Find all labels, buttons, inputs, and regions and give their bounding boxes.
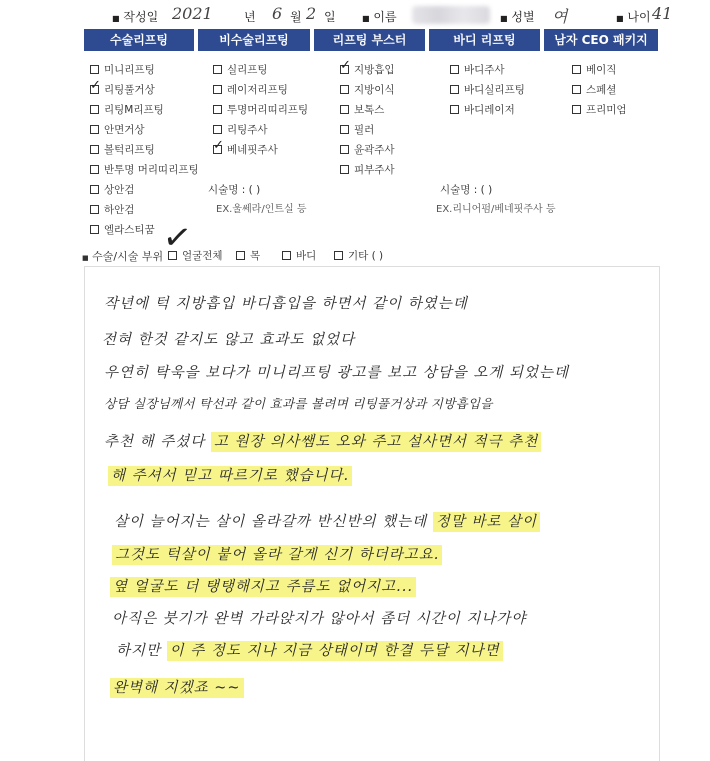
day-unit: 일 — [324, 10, 336, 24]
option-headband-lifting[interactable]: 반투명 머리띠리프팅 — [90, 162, 199, 177]
checkbox[interactable] — [450, 65, 459, 74]
option-body-injection[interactable]: 바디주사 — [450, 62, 505, 77]
checkbox[interactable] — [572, 105, 581, 114]
site-body[interactable]: 바디 — [282, 248, 316, 263]
option-laser-lifting[interactable]: 레이저리프팅 — [213, 82, 288, 97]
gender-value: 여 — [552, 7, 568, 26]
checkbox[interactable] — [90, 125, 99, 134]
checkbox[interactable] — [90, 165, 99, 174]
option-fat-graft[interactable]: 지방이식 — [340, 82, 395, 97]
age-value: 41 — [652, 4, 673, 23]
checkbox[interactable] — [213, 125, 222, 134]
option-special[interactable]: 스페셜 — [572, 82, 616, 97]
option-cheek-chin-lifting[interactable]: 볼턱리프팅 — [90, 142, 155, 157]
checkbox[interactable] — [213, 65, 222, 74]
gender-label: 성별 — [511, 10, 535, 24]
checkbox[interactable] — [90, 105, 99, 114]
review-line — [110, 676, 244, 697]
tab-body-lifting[interactable]: 바디 리프팅 — [429, 29, 540, 51]
checkbox[interactable] — [334, 251, 343, 260]
checkbox[interactable] — [450, 105, 459, 114]
option-skin-injection[interactable]: 피부주사 — [340, 162, 395, 177]
tab-lifting-booster[interactable]: 리프팅 부스터 — [314, 29, 425, 51]
option-mini-lifting[interactable]: 미니리프팅 — [90, 62, 155, 77]
age-label: 나이 — [627, 10, 651, 24]
year-value: 2021 — [172, 4, 213, 23]
site-label: 수술/시술 부위 — [92, 250, 164, 263]
checkbox[interactable] — [450, 85, 459, 94]
option-lower-eyelid[interactable]: 하안검 — [90, 202, 134, 217]
checkbox-checked[interactable] — [90, 85, 99, 94]
option-thread-lifting[interactable]: 실리프팅 — [213, 62, 268, 77]
checkbox[interactable] — [90, 225, 99, 234]
review-line: 살이 늘어지는 살이 올라갈까 반신반의 했는데 정말 바로 살이 — [114, 510, 540, 531]
highlighted-text: 옆 얼굴도 더 탱탱해지고 주름도 없어지고... — [110, 577, 416, 597]
year-unit: 년 — [244, 10, 256, 24]
review-line — [110, 575, 416, 596]
month-value: 6 — [272, 4, 283, 23]
day-value: 2 — [306, 4, 317, 23]
site-face[interactable]: 얼굴전체 — [168, 248, 223, 263]
highlighted-text: 그것도 턱살이 붙어 올라 갈게 신기 하더라고요. — [112, 545, 442, 565]
checkbox[interactable] — [572, 85, 581, 94]
redacted-name — [412, 6, 490, 24]
checkbox[interactable] — [340, 165, 349, 174]
checkbox-checked[interactable] — [213, 145, 222, 154]
checkbox[interactable] — [213, 105, 222, 114]
checkbox[interactable] — [340, 105, 349, 114]
review-line — [112, 543, 442, 564]
checkbox[interactable] — [90, 185, 99, 194]
month-unit: 월 — [290, 10, 302, 24]
tab-non-surgical-lifting[interactable]: 비수술리프팅 — [198, 29, 310, 51]
option-full-facelift[interactable]: ✓리팅풀거상 — [90, 82, 155, 97]
review-line: 상담 실장님께서 탁선과 같이 효과를 볼려며 리팅풀거상과 지방흡입을 — [104, 396, 493, 411]
highlighted-text: 고 원장 의사쌤도 오와 주고 설사면서 적극 추천 — [211, 432, 541, 452]
example-left: EX.울쎄라/인트실 등 — [216, 204, 307, 215]
review-line: 우연히 탁욱을 보다가 미니리프팅 광고를 보고 상담을 오게 되었는데 — [104, 365, 570, 381]
checkbox[interactable] — [90, 205, 99, 214]
highlighted-text: 정말 바로 살이 — [433, 512, 540, 532]
tab-ceo-package[interactable]: 남자 CEO 패키지 — [544, 29, 658, 51]
checkbox[interactable] — [90, 145, 99, 154]
option-filler[interactable]: 필러 — [340, 122, 374, 137]
example-right: EX.리니어펌/베네핏주사 등 — [436, 204, 556, 215]
site-label-group: ■ 수술/시술 부위 — [82, 250, 164, 263]
option-basic[interactable]: 베이직 — [572, 62, 616, 77]
highlighted-text: 완벽해 지겠죠 ~~ — [110, 678, 244, 698]
option-facelift[interactable]: 안면거상 — [90, 122, 145, 137]
checkbox[interactable] — [340, 145, 349, 154]
option-lifting-injection[interactable]: 리팅주사 — [213, 122, 268, 137]
name-label: 이름 — [373, 10, 397, 24]
date-label: 작성일 — [123, 10, 159, 24]
review-line: 하지만 이 주 정도 지나 지금 상태이며 한결 두달 지나면 — [116, 639, 503, 660]
checkbox[interactable] — [572, 65, 581, 74]
checkbox[interactable] — [340, 85, 349, 94]
handwritten-check-icon: ✓ — [160, 216, 195, 260]
review-line: 작년에 턱 지방흡입 바디흡입을 하면서 같이 하였는데 — [104, 296, 468, 312]
checkbox[interactable] — [213, 85, 222, 94]
option-body-laser[interactable]: 바디레이저 — [450, 102, 515, 117]
category-tabs — [84, 29, 658, 51]
option-liposuction[interactable]: ✓지방흡입 — [340, 62, 395, 77]
option-elasti[interactable]: 엘라스티꿈 — [90, 222, 155, 237]
option-body-thread[interactable]: 바디실리프팅 — [450, 82, 525, 97]
option-upper-eyelid[interactable]: 상안검 — [90, 182, 134, 197]
review-line: 아직은 붓기가 완벽 가라앉지가 않아서 좀더 시간이 지나가야 — [112, 611, 527, 627]
procedure-name-right[interactable]: 시술명 : ( ) — [440, 184, 493, 196]
highlighted-text: 이 주 정도 지나 지금 상태이며 한결 두달 지나면 — [167, 641, 503, 661]
date-label-group: ■ 작성일 — [112, 10, 159, 24]
option-clear-headband[interactable]: 투명머리띠리프팅 — [213, 102, 308, 117]
checkbox[interactable] — [340, 125, 349, 134]
option-botox[interactable]: 보톡스 — [340, 102, 384, 117]
option-premium[interactable]: 프리미엄 — [572, 102, 627, 117]
review-line — [108, 464, 352, 485]
checkbox[interactable] — [236, 251, 245, 260]
form-header: ■ 작성일 2021 년 6 월 2 일 ■ 이름 ■ 성별 여 ■ 나이 41 — [112, 4, 673, 26]
site-neck[interactable]: 목 — [236, 248, 260, 263]
checkbox-checked[interactable] — [340, 65, 349, 74]
option-contour-injection[interactable]: 윤곽주사 — [340, 142, 395, 157]
checkbox[interactable] — [90, 65, 99, 74]
tab-surgical-lifting[interactable]: 수술리프팅 — [84, 29, 194, 51]
review-line: 추천 해 주셨다 고 원장 의사쌤도 오와 주고 설사면서 적극 추천 — [104, 430, 541, 451]
checkbox[interactable] — [282, 251, 291, 260]
option-m-lifting[interactable]: 리팅M리프팅 — [90, 102, 164, 117]
option-benefit-injection[interactable]: ✓베네핏주사 — [213, 142, 278, 157]
review-line: 전혀 한것 같지도 않고 효과도 없었다 — [102, 332, 356, 348]
highlighted-text: 해 주셔서 믿고 따르기로 했습니다. — [108, 466, 352, 486]
procedure-name-left[interactable]: 시술명 : ( ) — [208, 184, 261, 196]
site-other[interactable]: 기타 ( ) — [334, 248, 383, 263]
